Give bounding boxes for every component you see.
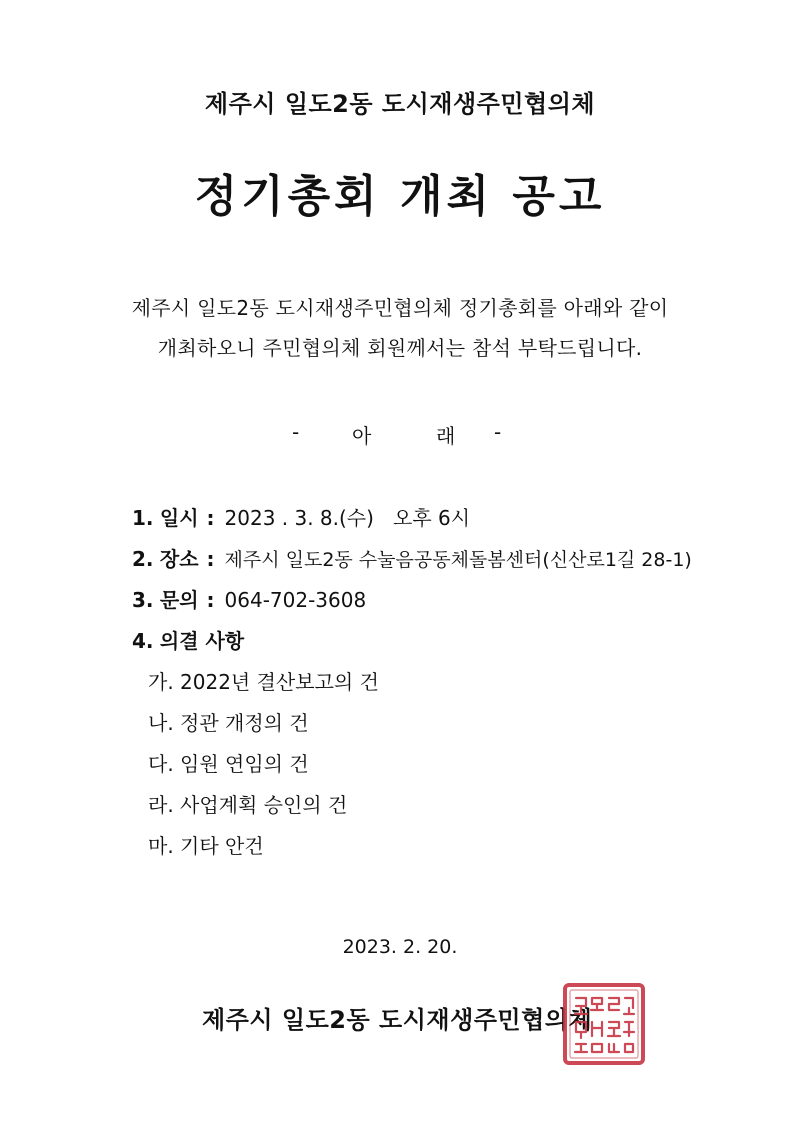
issuer-signature: 제주시 일도2동 도시재생주민협의체 xyxy=(202,1006,593,1034)
detail-row-datetime xyxy=(132,502,470,531)
issuer-heading: 제주시 일도2동 도시재생주민협의체 xyxy=(204,90,596,118)
agenda-item: 마. 기타 안건 xyxy=(148,834,264,858)
intro-paragraph xyxy=(0,288,800,368)
agenda-heading-row xyxy=(132,625,244,654)
marker-dash-right: - xyxy=(494,420,502,444)
detail-label-contact: 문의 xyxy=(159,588,199,612)
detail-value-datetime: 2023 . 3. 8.(수) 오후 6시 xyxy=(224,506,471,530)
intro-line-2: 개최하오니 주민협의체 회원께서는 참석 부탁드립니다. xyxy=(157,336,643,360)
marker-dash-left: - xyxy=(292,420,300,444)
official-seal-stamp xyxy=(562,982,646,1066)
notice-date: 2023. 2. 20. xyxy=(342,936,458,958)
intro-line-1: 제주시 일도2동 도시재생주민협의체 정기총회를 아래와 같이 xyxy=(131,296,669,320)
agenda-number: 4. xyxy=(132,629,154,653)
detail-label-location: 장소 xyxy=(159,547,199,571)
detail-value-location: 제주시 일도2동 수눌음공동체돌봄센터(신산로1길 28-1) xyxy=(224,549,692,571)
marker-char-1: 아 xyxy=(352,424,372,448)
detail-number: 3. xyxy=(132,588,154,612)
detail-colon: : xyxy=(206,547,215,571)
agenda-heading: 의결 사항 xyxy=(159,629,245,653)
agenda-item: 다. 임원 연임의 건 xyxy=(148,752,309,776)
agenda-item: 라. 사업계획 승인의 건 xyxy=(148,793,348,817)
detail-colon: : xyxy=(206,588,215,612)
detail-number: 1. xyxy=(132,506,154,530)
detail-label-datetime: 일시 xyxy=(159,506,199,530)
detail-colon: : xyxy=(206,506,215,530)
detail-row-contact xyxy=(132,584,366,613)
detail-number: 2. xyxy=(132,547,154,571)
agenda-item: 가. 2022년 결산보고의 건 xyxy=(148,670,379,694)
document-title: 정기총회 개최 공고 xyxy=(194,171,606,222)
detail-row-location xyxy=(132,543,692,572)
marker-char-2: 래 xyxy=(436,424,456,448)
agenda-item: 나. 정관 개정의 건 xyxy=(148,711,309,735)
detail-value-contact: 064-702-3608 xyxy=(224,588,367,612)
